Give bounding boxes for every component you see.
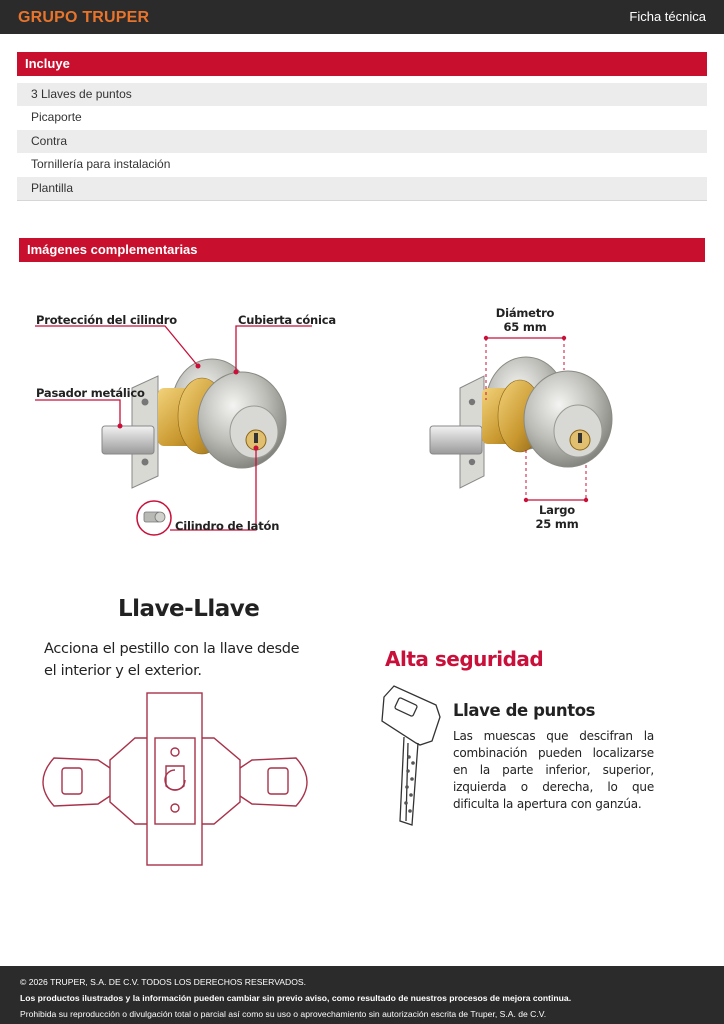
top-bar (0, 0, 724, 34)
label-conical-cover: Cubierta cónica (238, 313, 336, 327)
list-item: Contra (17, 130, 707, 153)
includes-heading: Incluye (17, 52, 707, 76)
document-type: Ficha técnica (629, 9, 706, 24)
footer-copyright: © 2026 TRUPER, S.A. DE C.V. TODOS LOS DERECHOS RESERVADOS. (20, 977, 307, 987)
label-brass-cylinder: Cilindro de latón (175, 519, 280, 533)
images-heading: Imágenes complementarias (19, 238, 705, 262)
dimple-key-description: Las muescas que descifran la combinación pueden localizarse en la parte inferior, superior, izquierda o derecha, lo que dificulta la apertura con ganzúa. (453, 729, 654, 811)
label-diameter: Diámetro (495, 306, 555, 320)
list-item: Plantilla (17, 177, 707, 200)
label-metal-bolt: Pasador metálico (36, 386, 145, 400)
dimple-key-title: Llave de puntos (453, 701, 596, 720)
includes-list (17, 83, 707, 201)
footer (0, 966, 724, 1024)
label-diameter-value: 65 mm (503, 320, 547, 334)
llave-llave-title: Llave-Llave (118, 596, 260, 622)
list-item: 3 Llaves de puntos (17, 83, 707, 106)
footer-notice: Los productos ilustrados y la información pueden cambiar sin previo aviso, como resultado de nuestros procesos de mejora continua. (20, 993, 572, 1003)
label-length-value: 25 mm (535, 517, 579, 531)
brand-logo: GRUPO TRUPER (18, 9, 150, 26)
security-title: Alta seguridad (385, 647, 544, 671)
list-item: Picaporte (17, 106, 707, 129)
key-key-diagram (40, 690, 312, 870)
llave-llave-description: Acciona el pestillo con la llave desde el interior y el exterior. (44, 641, 300, 679)
list-item: Tornillería para instalación (17, 153, 707, 176)
label-cylinder-protection: Protección del cilindro (36, 313, 177, 327)
list-divider (17, 200, 707, 201)
deadbolt-parts-figure (20, 290, 350, 550)
label-length: Largo (539, 503, 575, 517)
footer-prohibition: Prohibida su reproducción o divulgación total o parcial así como su uso o aprovechamiento sin autorización escrita de Truper, S.A. de C.V. (20, 1009, 547, 1019)
dimple-key-icon (380, 683, 442, 828)
